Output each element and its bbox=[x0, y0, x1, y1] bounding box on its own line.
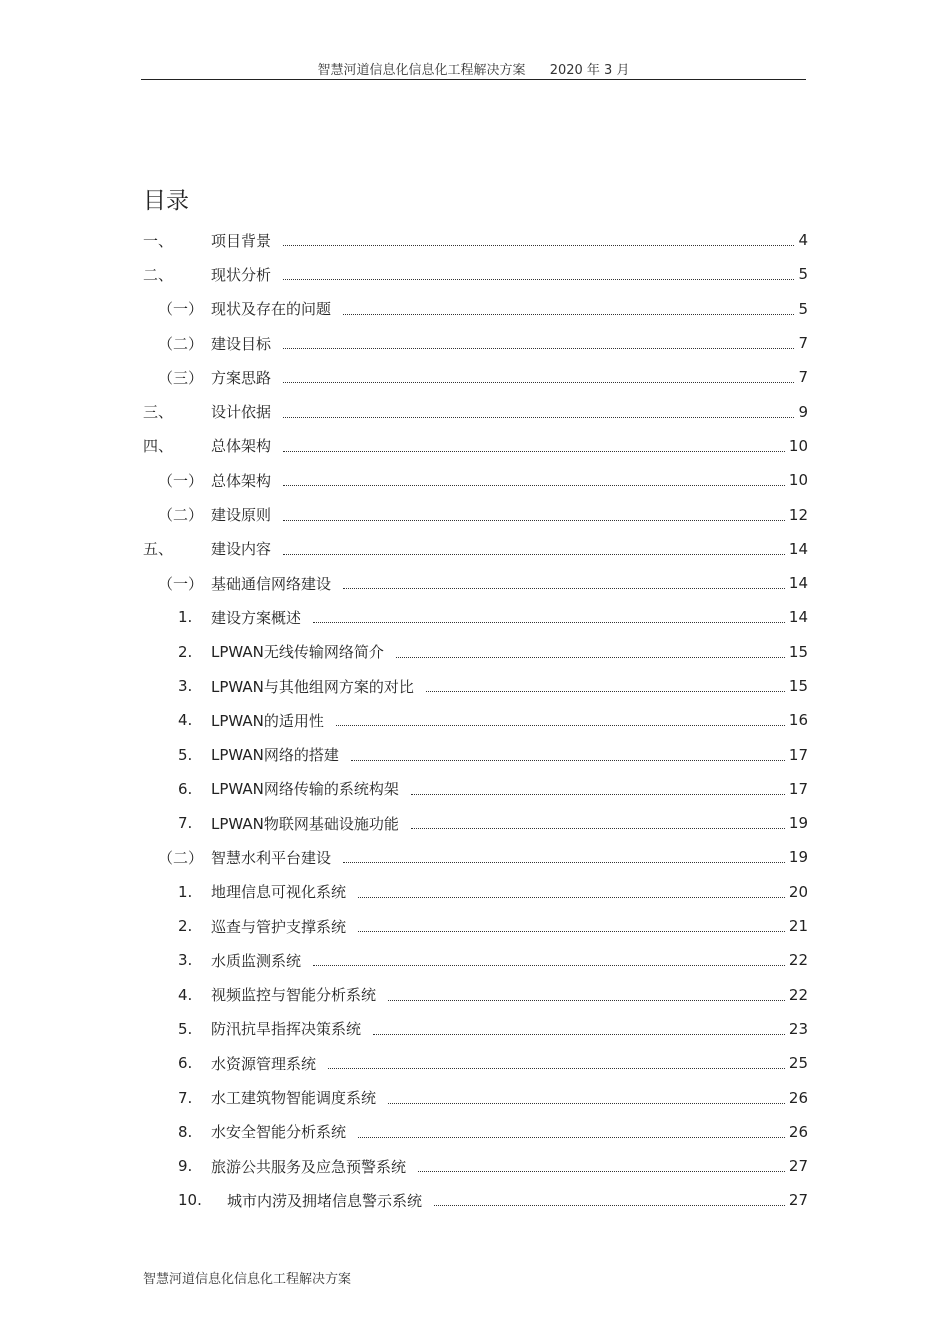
toc-entry-number: （一） bbox=[158, 471, 204, 490]
toc-leader-dots bbox=[328, 1067, 785, 1069]
header-title: 智慧河道信息化信息化工程解决方案 bbox=[317, 63, 526, 78]
toc-entry-label: LPWAN与其他组网方案的对比 bbox=[211, 677, 414, 696]
toc-entry-label: LPWAN网络传输的系统构架 bbox=[211, 780, 399, 799]
toc-entry-label: 水资源管理系统 bbox=[211, 1054, 317, 1073]
toc-entry-label: 智慧水利平台建设 bbox=[211, 848, 332, 867]
toc-entry[interactable] bbox=[143, 1046, 808, 1080]
toc-entry-number: （二） bbox=[158, 334, 204, 353]
toc-entry-page: 9 bbox=[798, 402, 808, 421]
toc-entry[interactable] bbox=[143, 532, 808, 566]
toc-entry[interactable] bbox=[143, 635, 808, 669]
toc-entry-page: 14 bbox=[788, 608, 808, 627]
toc-entry-page: 19 bbox=[788, 848, 808, 867]
toc-leader-dots bbox=[283, 381, 794, 383]
toc-leader-dots bbox=[418, 1170, 785, 1172]
toc-leader-dots bbox=[373, 1033, 785, 1035]
toc-entry-number: （二） bbox=[158, 506, 204, 525]
toc-entry[interactable] bbox=[143, 394, 808, 428]
toc-entry[interactable] bbox=[143, 600, 808, 634]
toc-entry-number: （一） bbox=[158, 300, 204, 319]
toc-leader-dots bbox=[283, 278, 794, 280]
table-of-contents bbox=[143, 223, 808, 1218]
toc-entry-page: 21 bbox=[788, 917, 808, 936]
toc-entry[interactable] bbox=[143, 703, 808, 737]
toc-entry-label: LPWAN网络的搭建 bbox=[211, 746, 339, 765]
toc-entry-page: 17 bbox=[788, 745, 808, 764]
toc-entry[interactable] bbox=[143, 875, 808, 909]
toc-entry-page: 26 bbox=[788, 1088, 808, 1107]
toc-leader-dots bbox=[343, 313, 794, 315]
toc-leader-dots bbox=[283, 244, 794, 246]
toc-entry-label: 建设内容 bbox=[211, 540, 272, 559]
toc-entry-label: 总体架构 bbox=[211, 437, 272, 456]
toc-entry-number: 6. bbox=[178, 779, 193, 798]
toc-entry-number: 9. bbox=[178, 1157, 193, 1176]
toc-entry[interactable] bbox=[143, 943, 808, 977]
toc-entry-label: 建设原则 bbox=[211, 506, 272, 525]
toc-entry-number: 1. bbox=[178, 882, 193, 901]
toc-leader-dots bbox=[351, 759, 785, 761]
toc-entry-label: 巡查与管护支撑系统 bbox=[211, 917, 347, 936]
toc-entry[interactable] bbox=[143, 909, 808, 943]
toc-entry-number: 五、 bbox=[143, 540, 174, 559]
toc-leader-dots bbox=[426, 690, 785, 692]
toc-leader-dots bbox=[411, 793, 785, 795]
toc-leader-dots bbox=[343, 861, 785, 863]
toc-entry-page: 23 bbox=[788, 1019, 808, 1038]
toc-entry[interactable] bbox=[143, 1115, 808, 1149]
toc-entry-label: 水工建筑物智能调度系统 bbox=[211, 1089, 377, 1108]
header-date: 2020 年 3 月 bbox=[549, 63, 630, 78]
toc-entry-number: 8. bbox=[178, 1122, 193, 1141]
page-footer: 智慧河道信息化信息化工程解决方案 bbox=[143, 1272, 352, 1287]
toc-entry-number: （二） bbox=[158, 848, 204, 867]
toc-entry-number: 1. bbox=[178, 608, 193, 627]
toc-entry-page: 12 bbox=[788, 505, 808, 524]
toc-entry-number: 7. bbox=[178, 814, 193, 833]
header-rule bbox=[141, 79, 806, 80]
toc-entry-page: 14 bbox=[788, 574, 808, 593]
toc-leader-dots bbox=[434, 1204, 785, 1206]
toc-entry-page: 22 bbox=[788, 985, 808, 1004]
toc-leader-dots bbox=[313, 964, 785, 966]
toc-entry[interactable] bbox=[143, 566, 808, 600]
page-header bbox=[141, 59, 806, 78]
toc-leader-dots bbox=[358, 896, 785, 898]
toc-entry-page: 5 bbox=[798, 265, 808, 284]
toc-entry-page: 4 bbox=[798, 231, 808, 250]
toc-entry-number: 3. bbox=[178, 677, 193, 695]
toc-entry-page: 25 bbox=[788, 1054, 808, 1073]
toc-entry[interactable] bbox=[143, 806, 808, 840]
toc-entry-page: 26 bbox=[788, 1122, 808, 1141]
toc-entry-page: 7 bbox=[798, 368, 808, 387]
toc-entry-page: 15 bbox=[788, 677, 808, 695]
toc-entry[interactable] bbox=[143, 1080, 808, 1114]
toc-entry[interactable] bbox=[143, 978, 808, 1012]
toc-entry-number: 2. bbox=[178, 642, 193, 661]
toc-entry-number: 4. bbox=[178, 711, 193, 730]
toc-leader-dots bbox=[283, 450, 785, 452]
toc-leader-dots bbox=[388, 1102, 785, 1104]
toc-entry-page: 16 bbox=[788, 711, 808, 730]
toc-leader-dots bbox=[343, 587, 785, 589]
toc-entry-page: 14 bbox=[788, 539, 808, 558]
toc-entry[interactable] bbox=[143, 1183, 808, 1217]
toc-entry-page: 22 bbox=[788, 951, 808, 970]
toc-entry-label: 建设方案概述 bbox=[211, 608, 302, 627]
toc-entry-label: 现状及存在的问题 bbox=[211, 300, 332, 319]
toc-entry[interactable] bbox=[143, 429, 808, 463]
toc-entry-page: 27 bbox=[788, 1191, 808, 1210]
toc-entry[interactable] bbox=[143, 840, 808, 874]
toc-entry-label: 水安全智能分析系统 bbox=[211, 1123, 347, 1142]
toc-entry[interactable] bbox=[143, 737, 808, 771]
toc-entry-number: （三） bbox=[158, 368, 204, 387]
toc-entry-page: 27 bbox=[788, 1157, 808, 1176]
toc-entry-label: 水质监测系统 bbox=[211, 951, 302, 970]
toc-entry-page: 20 bbox=[788, 882, 808, 901]
toc-entry[interactable] bbox=[143, 360, 808, 394]
toc-entry[interactable] bbox=[143, 497, 808, 531]
toc-entry-label: 地理信息可视化系统 bbox=[211, 883, 347, 902]
toc-entry[interactable] bbox=[143, 223, 808, 257]
toc-leader-dots bbox=[313, 621, 785, 623]
toc-entry-label: 方案思路 bbox=[211, 368, 272, 387]
toc-leader-dots bbox=[411, 827, 785, 829]
toc-entry-number: 7. bbox=[178, 1088, 193, 1107]
toc-entry-number: 6. bbox=[178, 1054, 193, 1073]
toc-leader-dots bbox=[396, 656, 785, 658]
toc-entry-label: 总体架构 bbox=[211, 471, 272, 490]
toc-entry-page: 17 bbox=[788, 779, 808, 798]
toc-entry[interactable] bbox=[143, 326, 808, 360]
toc-entry-label: 建设目标 bbox=[211, 334, 272, 353]
toc-entry-label: LPWAN的适用性 bbox=[211, 711, 324, 730]
toc-entry[interactable] bbox=[143, 463, 808, 497]
toc-entry-page: 19 bbox=[788, 814, 808, 833]
toc-entry-page: 15 bbox=[788, 642, 808, 661]
toc-entry-page: 10 bbox=[788, 436, 808, 455]
toc-entry-number: 10. bbox=[178, 1191, 202, 1210]
toc-leader-dots bbox=[283, 484, 785, 486]
toc-entry-number: 二、 bbox=[143, 265, 174, 284]
toc-entry-label: 项目背景 bbox=[211, 231, 272, 250]
toc-entry[interactable] bbox=[143, 292, 808, 326]
toc-entry[interactable] bbox=[143, 772, 808, 806]
toc-entry-label: 防汛抗旱指挥决策系统 bbox=[211, 1020, 362, 1039]
toc-leader-dots bbox=[358, 1136, 785, 1138]
toc-entry-label: LPWAN无线传输网络简介 bbox=[211, 643, 384, 662]
toc-leader-dots bbox=[283, 553, 785, 555]
toc-entry-label: LPWAN物联网基础设施功能 bbox=[211, 814, 399, 833]
toc-entry-label: 旅游公共服务及应急预警系统 bbox=[211, 1157, 407, 1176]
toc-entry-number: 5. bbox=[178, 1019, 193, 1038]
toc-title: 目录 bbox=[143, 188, 189, 214]
toc-leader-dots bbox=[283, 416, 794, 418]
toc-entry[interactable] bbox=[143, 669, 808, 703]
toc-entry-number: 一、 bbox=[143, 231, 174, 250]
toc-entry-page: 10 bbox=[788, 471, 808, 490]
toc-entry-page: 7 bbox=[798, 334, 808, 353]
toc-entry-number: 三、 bbox=[143, 403, 174, 422]
toc-entry-label: 城市内涝及拥堵信息警示系统 bbox=[227, 1191, 423, 1210]
toc-entry-number: 2. bbox=[178, 917, 193, 936]
toc-entry-page: 5 bbox=[798, 299, 808, 318]
toc-entry-number: 5. bbox=[178, 745, 193, 764]
toc-leader-dots bbox=[388, 999, 785, 1001]
toc-leader-dots bbox=[283, 519, 785, 521]
toc-entry-number: 四、 bbox=[143, 437, 174, 456]
toc-entry-label: 设计依据 bbox=[211, 403, 272, 422]
toc-entry-number: （一） bbox=[158, 574, 204, 593]
toc-entry-label: 视频监控与智能分析系统 bbox=[211, 986, 377, 1005]
toc-leader-dots bbox=[358, 930, 785, 932]
toc-leader-dots bbox=[336, 724, 785, 726]
toc-entry-number: 3. bbox=[178, 951, 193, 970]
toc-entry[interactable] bbox=[143, 1012, 808, 1046]
toc-entry[interactable] bbox=[143, 257, 808, 291]
toc-entry-number: 4. bbox=[178, 985, 193, 1004]
toc-entry-label: 基础通信网络建设 bbox=[211, 574, 332, 593]
toc-entry-label: 现状分析 bbox=[211, 265, 272, 284]
toc-leader-dots bbox=[283, 347, 794, 349]
toc-entry[interactable] bbox=[143, 1149, 808, 1183]
